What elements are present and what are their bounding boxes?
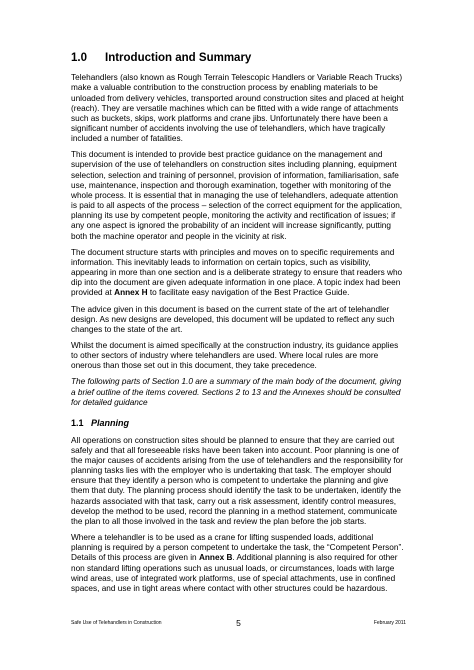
paragraph-lifting-planning (71, 533, 406, 594)
paragraph-planning-operations: All operations on construction sites should be planned to ensure that they are carried out safely and that all foreseeable risks have been taken into account. Poor planning is one of the major causes of accidents arising from the use of telehandlers and the responsibility for planning tasks lies with the employer who is undertaking that task. The employer should ensure that they identify a person who is competent to undertake the planning and give them that duty. The planning process should identify the task to be undertaken, identify the hazards associated with that task, carry out a risk assessment, identify control measures, develop the method to be used, record the planning in a method statement, communicate the plan to all those involved in the task and review the plan before the job starts. (71, 435, 404, 526)
section-title: Introduction and Summary (105, 52, 252, 64)
subsection-heading (71, 418, 406, 429)
section-number: 1.0 (71, 52, 87, 64)
lifting-text-start: Where a telehandler is to be used as a crane for lifting suspended loads, additional planning is required by a person competent to undertake the task, the “Competent Person”. Details of this process are given in (71, 533, 404, 563)
page-footer (71, 617, 406, 629)
page-body (71, 52, 406, 600)
section-heading (71, 52, 406, 65)
structure-text-start: The document structure starts with principles and moves on to specific requirements and information. This inevitably leads to information on certain topics, such as visibility, appearing in more than one section and is a deliberate strategy to ensure that readers who dip into the document are given adequate information in one place. A topic index had been provided at (71, 247, 403, 298)
paragraph-summary-note: The following parts of Section 1.0 are a summary of the main body of the document, giving a brief outline of the items covered. Sections 2 to 13 and the Annexes should be consulted for detailed guidance (71, 377, 402, 407)
annex-b-reference: Annex B (198, 553, 233, 563)
structure-text-end: to facilitate easy navigation of the Best Practice Guide. (147, 288, 350, 298)
paragraph-state-of-art: The advice given in this document is based on the current state of the art of telehandler design. As new designs are developed, this document will be updated to reflect any such changes to the state of the art. (71, 304, 395, 334)
lifting-text-end: . Additional planning is also required for other non standard lifting operations such as unusual loads, or circumstances, loads with large wind areas, use of integrated work platforms, use of special attachments, use in confined spaces, and use in tight areas where contact with other structures could be hazardous. (71, 553, 398, 593)
paragraph-document-purpose: This document is intended to provide best practice guidance on the management and supervision of the use of telehandlers on construction sites including planning, equipment selection, selection and training of personnel, provision of information, familiarisation, safe use, maintenance, inspection and thorough examination, together with monitoring of the whole process. It is essential that in managing the use of telehandlers, adequate attention is paid to all aspects of the process – selection of the correct equipment for the application, planning its use by competent people, monitoring the activity and rectification of issues; if any one aspect is ignored the probability of an incident will increase significantly, putting both the machine operator and people in the vicinity at risk. (71, 150, 403, 241)
paragraph-telehandlers-intro: Telehandlers (also known as Rough Terrain Telescopic Handlers or Variable Reach Trucks) make a valuable contribution to the construction process by enabling materials to be unloaded from delivery vehicles, transported around construction sites and placed at height (reach). They are versatile machines which can be fitted with a wide range of attachments such as buckets, skips, work platforms and crane jibs. Unfortunately there have been a significant number of accidents involving the use of telehandlers, which have tragically included a number of fatalities. (71, 73, 404, 144)
subsection-title: Planning (91, 417, 129, 428)
footer-date: February 2011 (373, 620, 406, 626)
footer-document-title: Safe Use of Telehandlers in Construction (71, 620, 162, 626)
paragraph-industry-scope: Whilst the document is aimed specifically at the construction industry, its guidance applies to other sectors of industry where telehandlers are used. Where local rules are more onerous than those set out in this document, they take precedence. (71, 340, 399, 371)
paragraph-document-structure (71, 248, 406, 299)
subsection-number: 1.1 (71, 417, 84, 428)
annex-h-reference: Annex H (114, 288, 148, 298)
footer-page-number: 5 (236, 618, 241, 628)
